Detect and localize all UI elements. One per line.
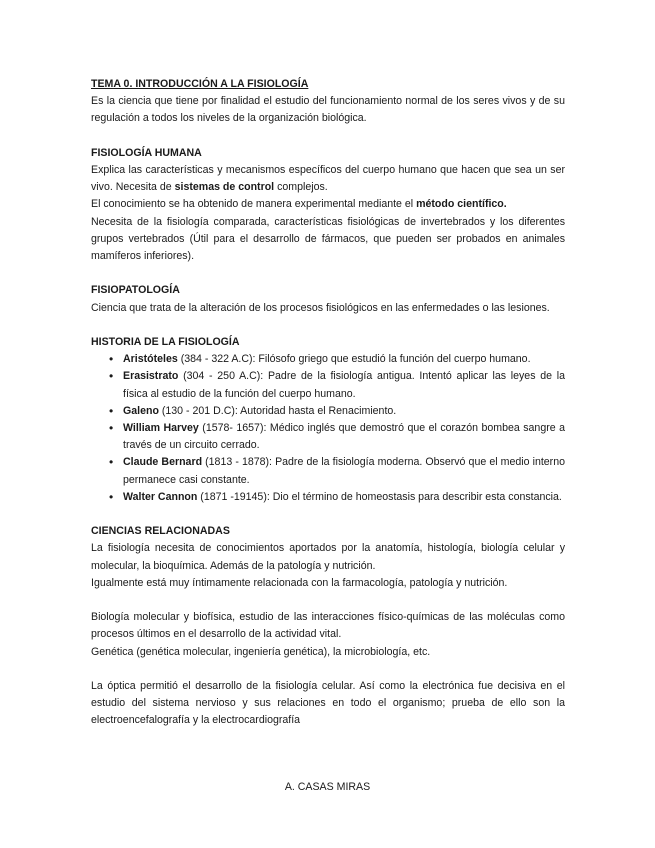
intro-paragraph: Es la ciencia que tiene por finalidad el estudio del funcionamiento normal de los seres vivos y de su regulación a todos los niveles de la organización biológica. xyxy=(91,95,565,125)
document-page xyxy=(91,76,565,730)
human-p1-bold: sistemas de control xyxy=(174,181,275,194)
list-item xyxy=(109,351,565,368)
human-paragraph-3: Necesita de la fisiología comparada, características fisiológicas de invertebrados y los diferentes grupos vertebrados (Útil para el desarrollo de fármacos, que pueden ser probados en animales mamíferos inferiores). xyxy=(91,215,565,263)
human-paragraph-1 xyxy=(91,162,565,196)
human-p2-bold: método científico. xyxy=(416,198,507,211)
spacer xyxy=(91,265,565,282)
list-item xyxy=(109,489,565,506)
human-p1-text: Explica las características y mecanismos específicos del cuerpo humano que hacen que sea un ser vivo. Necesita de xyxy=(91,164,565,194)
list-item-name: Galeno xyxy=(123,404,159,417)
list-item-name: Aristóteles xyxy=(123,353,178,366)
spacer xyxy=(91,317,565,334)
list-item xyxy=(109,368,565,402)
history-list xyxy=(91,351,565,506)
list-item-name: Walter Cannon xyxy=(123,490,198,503)
list-item-text: (1871 -19145): Dio el término de homeostasis para describir esta constancia. xyxy=(197,490,562,503)
section-heading-history: HISTORIA DE LA FISIOLOGÍA xyxy=(91,336,240,348)
list-item-name: William Harvey xyxy=(123,422,199,435)
spacer xyxy=(91,661,565,678)
list-item-name: Erasistrato xyxy=(123,370,179,383)
patho-paragraph: Ciencia que trata de la alteración de los procesos fisiológicos en las enfermedades o las lesiones. xyxy=(91,301,550,314)
list-item-text: (304 - 250 A.C): Padre de la fisiología antigua. Intentó aplicar las leyes de la física al estudio de la función del cuerpo humano. xyxy=(123,370,565,400)
related-paragraph-3: Biología molecular y biofísica, estudio de las interacciones físico-químicas de las moléculas como procesos últimos en el desarrollo de la actividad vital. xyxy=(91,611,565,641)
section-heading-patho: FISIOPATOLOGÍA xyxy=(91,284,180,297)
list-item-name: Claude Bernard xyxy=(123,456,203,469)
related-paragraph-1: La fisiología necesita de conocimientos aportados por la anatomía, histología, biología celular y molecular, la bioquímica. Además de la patología y nutrición. xyxy=(91,542,565,572)
related-paragraph-2: Igualmente está muy íntimamente relacionada con la farmacología, patología y nutrición. xyxy=(91,576,508,589)
list-item xyxy=(109,420,565,454)
spacer xyxy=(91,506,565,523)
human-p1-end: complejos. xyxy=(274,181,328,194)
list-item-text: (1813 - 1878): Padre de la fisiología moderna. Observó que el medio interno permanece casi constante. xyxy=(123,456,565,486)
list-item-text: (384 - 322 A.C): Filósofo griego que estudió la función del cuerpo humano. xyxy=(177,353,531,366)
section-heading-human: FISIOLOGÍA HUMANA xyxy=(91,146,202,159)
related-paragraph-4: Genética (genética molecular, ingeniería genética), la microbiología, etc. xyxy=(91,645,431,658)
list-item-text: (130 - 201 D.C): Autoridad hasta el Renacimiento. xyxy=(158,404,397,417)
related-paragraph-5: La óptica permitió el desarrollo de la fisiología celular. Así como la electrónica fue decisiva en el estudio del sistema nervioso y sus relaciones en todo el organismo; prueba de ello son la electroencefalografía y la electrocardiografía xyxy=(91,680,565,727)
list-item-text: (1578- 1657): Médico inglés que demostró que el corazón bombea sangre a través de un circuito cerrado. xyxy=(123,422,565,452)
spacer xyxy=(91,128,565,145)
page-title: TEMA 0. INTRODUCCIÓN A LA FISIOLOGÍA xyxy=(91,78,309,90)
spacer xyxy=(91,592,565,609)
human-p2-text: El conocimiento se ha obtenido de manera experimental mediante el xyxy=(91,198,417,211)
human-paragraph-2 xyxy=(91,196,565,213)
page-footer-author: A. CASAS MIRAS xyxy=(284,781,371,793)
list-item xyxy=(109,454,565,488)
section-heading-related: CIENCIAS RELACIONADAS xyxy=(91,525,230,538)
list-item xyxy=(109,403,565,420)
